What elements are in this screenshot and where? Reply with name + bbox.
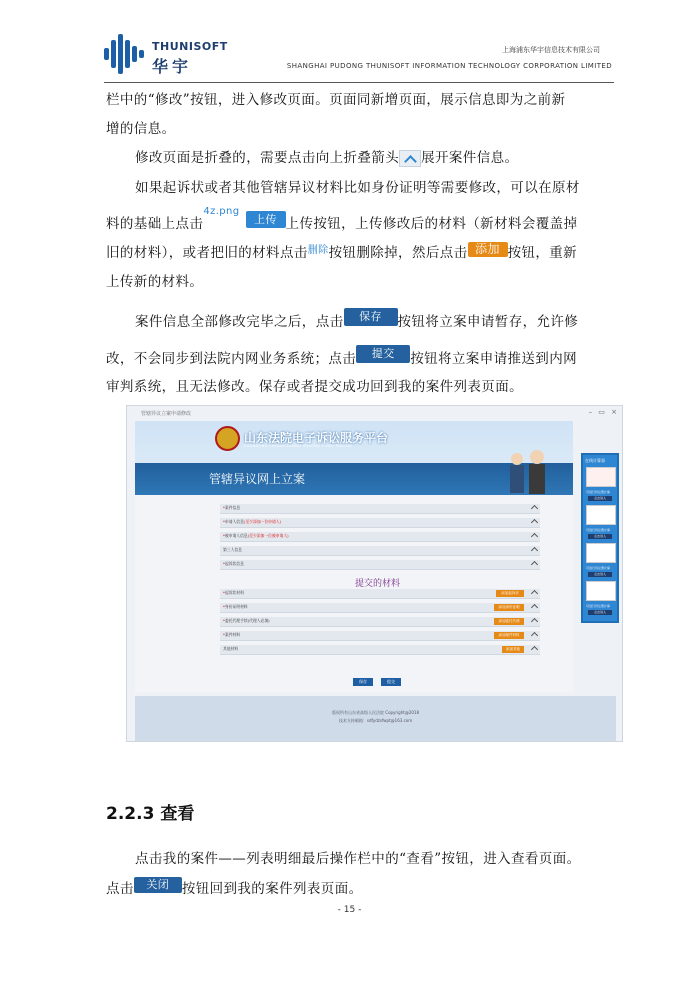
paragraph-line [135,309,579,332]
text-span: 旧的材料），或者把旧的材料点击 [106,245,308,261]
material-row: *身份证明材料 添加身份证明 [220,603,540,613]
side-link[interactable]: 可进行诉讼费计算 [586,528,611,532]
collapse-arrow-icon[interactable] [399,150,421,167]
side-enter-button[interactable]: 点击进入 [588,572,612,577]
material-row: *起诉状材料 添加起诉状 [220,589,540,599]
chevron-up-icon[interactable] [531,519,538,526]
materials-title: 提交的材料 [355,579,401,589]
chevron-up-icon[interactable] [531,505,538,512]
side-image [586,467,616,487]
company-name-en: SHANGHAI PUDONG THUNISOFT INFORMATION TECHNOLOGY CORPORATION LIMITED [286,62,612,70]
text-span: 修改页面是折叠的，需要点击向上折叠箭头 [135,150,400,166]
add-material-button[interactable]: 添加起诉状 [496,590,524,597]
paragraph-line [106,243,577,263]
text-span: 按钮将立案申请暂存，允许修 [397,314,579,330]
paragraph-line [106,206,578,234]
section-heading: 2.2.3 查看 [106,804,195,824]
section-row[interactable]: *案件信息 [220,504,540,514]
text-span: 按钮删除掉，然后点击 [328,245,468,261]
court-pinyin: SHANDONG FAYUAN DIANZI SUSONG FUWU PINGTAI [244,444,353,448]
material-label: 身份证明材料 [224,604,248,609]
side-image [586,543,616,563]
chevron-up-icon[interactable] [531,604,538,611]
delete-link[interactable]: 删除 [307,245,329,256]
section-row[interactable]: *被申请人信息(至少添加一位被申请人) [220,532,540,542]
side-link[interactable]: 可进行诉讼费计算 [586,604,611,608]
form-save-button[interactable]: 保存 [353,678,373,686]
paragraph-line: 增的信息。 [106,121,176,137]
paragraph-line: 上传新的材料。 [106,274,204,290]
footer-copyright: 版权所有山东省高级人民法院 Copyright@2018 [332,710,419,715]
text-span: 展开案件信息。 [421,150,519,166]
side-enter-button[interactable]: 点击进入 [588,610,612,615]
add-material-button[interactable]: 添加委托代理 [494,618,524,625]
material-label: 起诉状材料 [224,590,244,595]
people-illustration-icon [507,445,549,495]
court-emblem-icon [215,426,240,451]
section-row[interactable]: *申请人信息(至少添加一位申请人) [220,518,540,528]
paragraph-line [106,879,363,899]
side-image [586,581,616,601]
window-title: 管辖异议立案申请修改 [141,411,192,417]
court-name: 山东法院电子诉讼服务平台 [244,431,389,445]
paragraph-line [135,148,518,168]
material-label: 委托代理手续(代理人必填) [224,618,270,623]
paragraph-line: 栏中的“修改”按钮，进入修改页面。页面同新增页面，展示信息即为之前新 [106,92,566,108]
text-span: 料的基础上点击 [106,216,204,232]
page-header [104,28,614,84]
section-label: 被申请人信息 [224,533,248,538]
chevron-up-icon[interactable] [531,547,538,554]
add-button[interactable]: 添加 [468,242,508,257]
add-material-button[interactable]: 添加案件材料 [494,632,524,639]
close-button[interactable]: 关闭 [134,877,182,893]
section-hint: (至少添加一位被申请人) [247,533,289,538]
material-row [220,645,540,655]
paragraph-line: 审判系统，且无法修改。保存或者提交成功回到我的案件列表页面。 [106,379,523,395]
text-span: 按钮回到我的案件列表页面。 [181,881,363,897]
embedded-screenshot [126,405,623,742]
company-name-cn: 上海浦东华宇信息技术有限公司 [502,46,600,54]
side-enter-button[interactable]: 点击进入 [588,496,612,501]
text-span: 按钮，重新 [507,245,578,261]
form-area [135,495,573,692]
section-hint: (至少添加一位申请人) [243,519,282,524]
file-name-label: 4z.png [203,206,240,217]
material-label: 其他材料 [223,646,239,651]
side-link[interactable]: 可进行诉讼费计算 [586,566,611,570]
text-span: 按钮将立案申请推送到内网 [410,351,578,367]
chevron-up-icon[interactable] [531,590,538,597]
paragraph-line: 点击我的案件——列表明细最后操作栏中的“查看”按钮，进入查看页面。 [135,851,581,867]
section-row[interactable]: *起诉状信息 [220,560,540,570]
header-divider [104,82,614,83]
page-number: - 15 - [337,905,362,915]
side-panel [581,453,619,623]
side-enter-button[interactable]: 点击进入 [588,534,612,539]
logo-text-cn: 华宇 [152,57,193,76]
logo-text-en: THUNISOFT [152,40,228,53]
material-row: *案件材料 添加案件材料 [220,631,540,641]
paragraph-line: 如果起诉状或者其他管辖异议材料比如身份证明等需要修改，可以在原材 [135,180,580,196]
chevron-up-icon[interactable] [531,533,538,540]
add-material-button[interactable]: 添加身份证明 [494,604,524,611]
upload-button[interactable]: 上传 [246,211,286,228]
text-span: 点击 [106,881,134,897]
paragraph-line [106,346,578,369]
section-label: 申请人信息 [224,519,244,524]
submit-button[interactable]: 提交 [356,345,410,363]
section-label: 案件信息 [224,505,241,510]
chevron-up-icon[interactable] [531,618,538,625]
material-row: *委托代理手续(代理人必填) 添加委托代理 [220,617,540,627]
save-button[interactable]: 保存 [344,308,398,326]
add-material-button[interactable]: 添加其他 [502,646,524,653]
footer-email: 技术支持邮箱：sdfydzsfwpt@163.com [338,718,413,723]
chevron-up-icon[interactable] [531,561,538,568]
page-title: 管辖异议网上立案 [209,472,306,486]
window-controls[interactable]: – ▭ × [588,408,619,416]
chevron-up-icon[interactable] [531,632,538,639]
text-span: 案件信息全部修改完毕之后，点击 [135,314,344,330]
section-label: 起诉状信息 [224,561,244,566]
text-span: 上传按钮，上传修改后的材料（新材料会覆盖掉 [285,216,578,232]
material-label: 案件材料 [224,632,241,637]
side-image [586,505,616,525]
side-link[interactable]: 可进行诉讼费计算 [586,490,611,494]
form-submit-button[interactable]: 提交 [381,678,401,686]
side-panel-title: 在线计算器 [585,458,605,463]
chevron-up-icon[interactable] [531,646,538,653]
platform-footer [135,696,616,742]
thunisoft-logo-icon [104,34,146,74]
section-label: 第三人信息 [223,547,242,552]
section-row[interactable] [220,546,540,556]
text-span: 改，不会同步到法院内网业务系统；点击 [106,351,357,367]
